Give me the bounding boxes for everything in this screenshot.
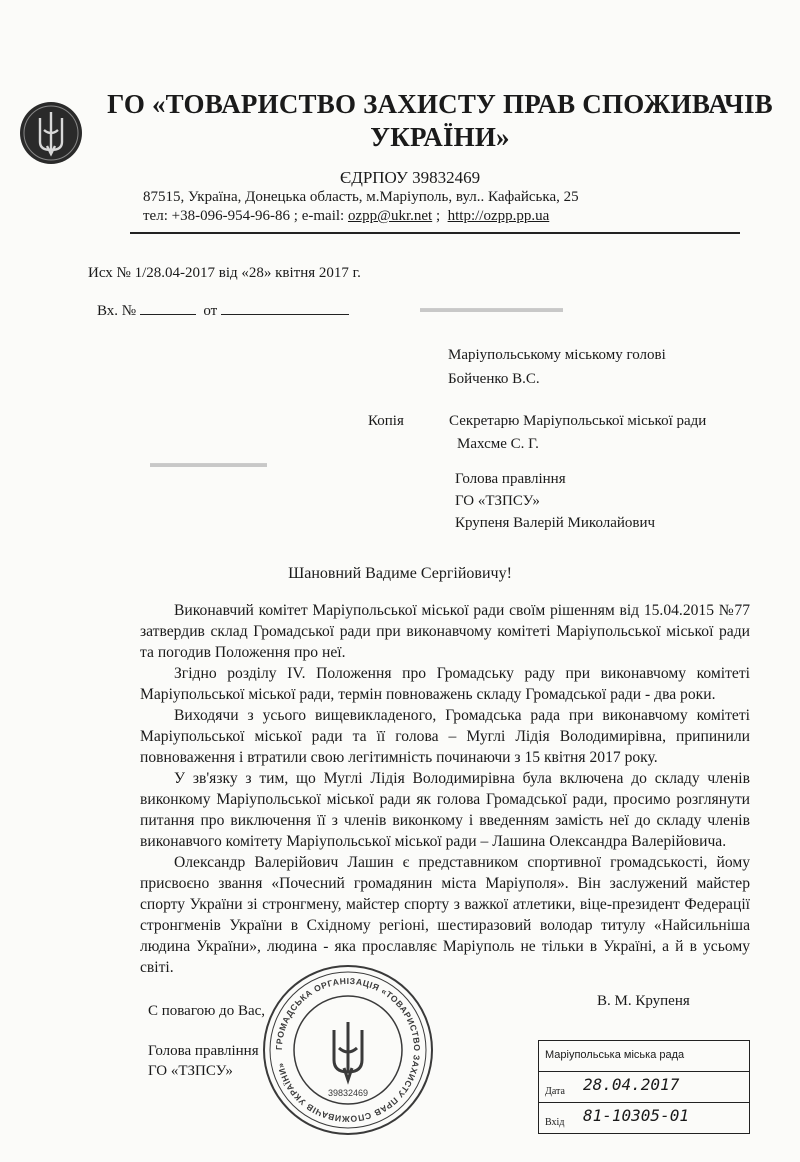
- phone: тел: +38-096-954-96-86 ;: [143, 208, 298, 224]
- registration-number: 81-10305-01: [583, 1106, 689, 1125]
- copy2-line3: Крупеня Валерій Миколайович: [455, 515, 656, 531]
- svg-text:ГРОМАДСЬКА ОРГАНІЗАЦІЯ «ТОВАРИ: ГРОМАДСЬКА ОРГАНІЗАЦІЯ «ТОВАРИСТВО ЗАХИСТУ ПРАВ СПОЖИВАЧІВ УКРАЇНИ»: [273, 975, 423, 1125]
- registration-stamp: [538, 1040, 750, 1134]
- edrpou-code: ЄДРПОУ 39832469: [340, 168, 481, 187]
- registration-date: 28.04.2017: [583, 1075, 680, 1094]
- paragraph: Виходячи з усього вищевикладеного, Громадська рада при виконавчому комітеті Маріупольської міської ради та її голова – Муглі Лідія Володимирівна, припинили повноваження і втратили свою легітимність починаючи з 15 квітня 2017 року.: [140, 707, 750, 766]
- letter-body: [140, 600, 750, 978]
- copy1-line2: Махсме С. Г.: [457, 436, 539, 452]
- signer-name: В. М. Крупеня: [597, 993, 690, 1009]
- copy2-line1: Голова правління: [455, 471, 566, 487]
- paragraph: Виконавчий комітет Маріупольської міської ради своїм рішенням від 15.04.2015 №77 затвердив склад Громадської ради при виконавчому комітеті Маріупольської міської ради та погодив Положення про неї.: [140, 602, 750, 661]
- addressee-line2: Бойченко В.С.: [448, 371, 540, 387]
- paragraph: Олександр Валерійович Лашин є представником спортивної громадськості, йому присвоєно звання «Почесний громадянин міста Маріуполя». Він заслужений майстер спорту України зі стронгмену, майстер спорту з важкої атлетики, віце-президент Федерації стронгменів України в Східному регіоні, шестиразовий володар титулу «Найсильніша людина України», людина - яка прославляє Маріуполь не тільки в Україні, а й в усьому світі.: [140, 854, 750, 976]
- paragraph: Згідно розділу IV. Положення про Громадську раду при виконавчому комітеті Маріупольської міської ради, термін повноважень складу Громадської ради - два роки.: [140, 665, 750, 703]
- copy1-line1: Секретарю Маріупольської міської ради: [449, 413, 707, 429]
- outgoing-number: Исх № 1/28.04-2017 від «28» квітня 2017 г.: [88, 265, 361, 281]
- header-divider: [130, 232, 740, 234]
- closing-regards: С повагою до Вас,: [148, 1003, 266, 1019]
- bleed-through-decoration: ▬▬▬▬▬▬▬▬▬: [150, 455, 267, 470]
- copy-label: Копія: [368, 413, 404, 429]
- organization-title: ГО «ТОВАРИСТВО ЗАХИСТУ ПРАВ СПОЖИВАЧІВ УКРАЇНИ»: [107, 89, 773, 152]
- stamp-code: 39832469: [327, 1088, 369, 1098]
- contact-line: тел: +38-096-954-96-86 ; e-mail: ozpp@ukr.net ; http://ozpp.pp.ua: [143, 208, 550, 224]
- organization-stamp-icon: [258, 960, 438, 1140]
- email-label: e-mail:: [301, 208, 345, 224]
- email-link[interactable]: ozpp@ukr.net: [347, 208, 433, 224]
- closing-position-line1: Голова правління: [148, 1043, 259, 1059]
- copy2-line2: ГО «ТЗПСУ»: [455, 493, 540, 509]
- addressee-line1: Маріупольському міському голові: [448, 347, 666, 363]
- bleed-through-decoration: ▬▬▬▬▬▬▬▬▬▬▬: [420, 300, 563, 315]
- incoming-number: Вх. № от: [97, 302, 349, 320]
- organization-address: 87515, Україна, Донецька область, м.Маріуполь, вул.. Кафайська, 25: [143, 189, 579, 205]
- trident-logo-icon: [18, 100, 84, 166]
- registration-date-label: Дата: [545, 1086, 565, 1097]
- registration-council: Маріупольська міська рада: [545, 1049, 685, 1061]
- registration-number-label: Вхід: [545, 1117, 565, 1128]
- closing-position-line2: ГО «ТЗПСУ»: [148, 1063, 233, 1079]
- paragraph: У зв'язку з тим, що Муглі Лідія Володимирівна була включена до складу членів виконкому Маріупольської міської ради як голова Громадської ради, просимо розглянути питання про виключення її з членів виконкому і введенням замість неї до складу членів виконавчого комітету Маріупольської міської ради – Лашина Олександра Валерійовича.: [140, 770, 750, 850]
- website-link[interactable]: http://ozpp.pp.ua: [447, 208, 550, 224]
- salutation: Шановний Вадиме Сергійовичу!: [288, 565, 512, 582]
